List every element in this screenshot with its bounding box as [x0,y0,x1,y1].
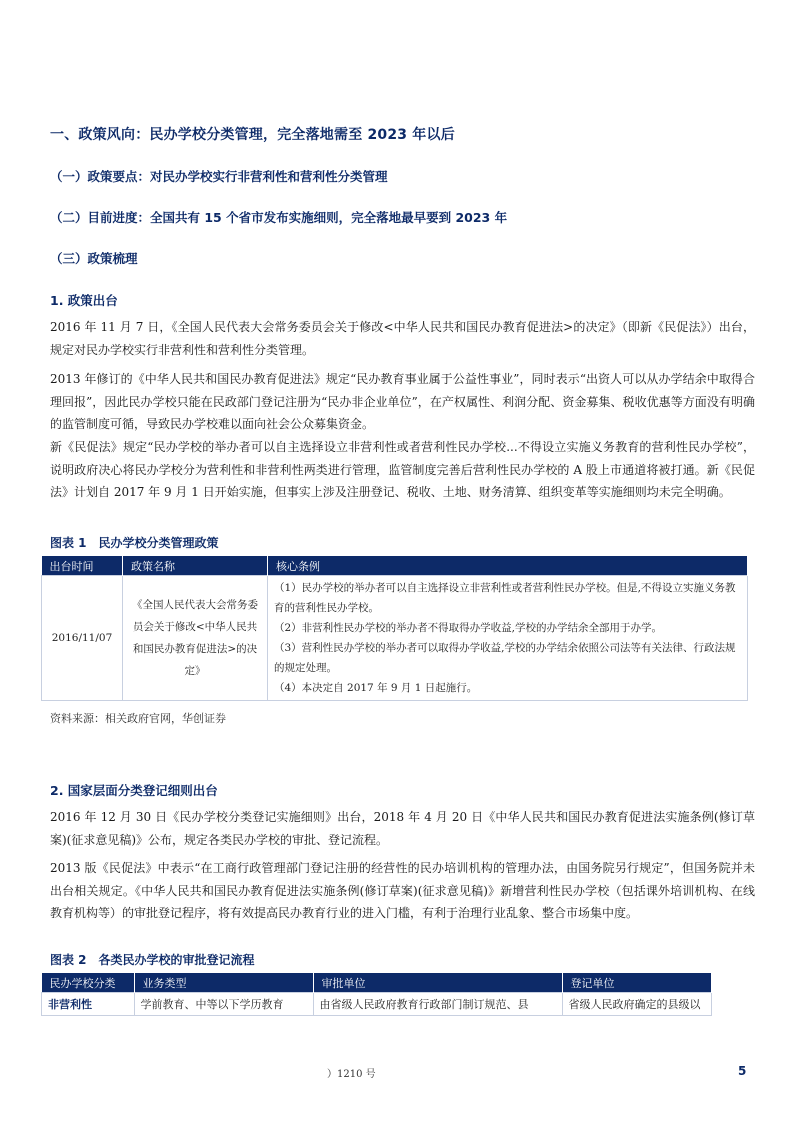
table-header-row [42,973,712,993]
approval-table [41,973,712,1016]
policy-date: 2016/11/07 [42,576,123,701]
part2-heading: 2. 国家层面分类登记细则出台 [50,783,218,798]
registration-unit: 省级人民政府确定的县级以 [562,993,712,1016]
subsection-heading-2: （二）目前进度：全国共有 15 个省市发布实施细则，完全落地最早要到 2023 年 [50,210,508,225]
col-business-header: 业务类型 [134,973,313,993]
table-row [42,993,712,1016]
page-number: 5 [738,1064,747,1078]
table-row [42,576,748,701]
school-category: 非营利性 [42,993,135,1016]
col-rules-header: 核心条例 [268,556,748,576]
approval-unit: 由省级人民政府教育行政部门制订规范、县 [313,993,562,1016]
figure2-title: 图表 2 各类民办学校的审批登记流程 [50,953,255,967]
policy-rules [268,576,748,701]
rule-item: （4）本决定自 2017 年 9 月 1 日起施行。 [274,682,478,694]
business-type: 学前教育、中等以下学历教育 [134,993,313,1016]
policy-table [41,556,748,701]
col-approval-header: 审批单位 [313,973,562,993]
col-name-header: 政策名称 [123,556,268,576]
rule-item: （2）非营利性民办学校的举办者不得取得办学收益,学校的办学结余全部用于办学。 [274,622,663,634]
part1-heading: 1. 政策出台 [50,293,118,308]
part1-paragraph-3: 新《民促法》规定“民办学校的举办者可以自主选择设立非营利性或者营利性民办学校...不得设立实施义务教育的营利性民办学校”，说明政府决心将民办学校分为营利性和非营利性两类进行管理，监管制度完善后营利性民办学校的 A 股上市通道将被打通。新《民促法》计划自 2017 年 9 月 1 日开始实施，但事实上涉及注册登记、税收、土地、财务清算、组织变革等实施细则均未完全明确。 [50,440,755,499]
part1-paragraph-2: 2013 年修订的《中华人民共和国民办教育促进法》规定“民办教育事业属于公益性事业”，同时表示“出资人可以从办学结余中取得合理回报”，因此民办学校只能在民政部门登记注册为“民办非企业单位”，在产权属性、利润分配、资金募集、税收优惠等方面没有明确的监管制度可循，导致民办学校难以面向社会公众募集资金。 [50,372,755,431]
rule-item: （3）营利性民办学校的举办者可以取得办学收益,学校的办学结余依照公司法等有关法律、行政法规的规定处理。 [274,642,736,674]
col-category-header: 民办学校分类 [42,973,135,993]
part2-paragraph-2: 2013 版《民促法》中表示“在工商行政管理部门登记注册的经营性的民办培训机构的管理办法，由国务院另行规定”，但国务院并未出台相关规定。《中华人民共和国民办教育促进法实施条例(修订草案)(征求意见稿)》新增营利性民办学校（包括课外培训机构、在线教育机构等）的审批登记程序，将有效提高民办教育行业的进入门槛，有利于治理行业乱象、整合市场集中度。 [50,861,755,920]
part2-paragraph-1: 2016 年 12 月 30 日《民办学校分类登记实施细则》出台，2018 年 4 月 20 日《中华人民共和国民办教育促进法实施条例(修订草案)(征求意见稿)》公布，规定各类民办学校的审批、登记流程。 [50,810,755,847]
policy-name: 《全国人民代表大会常务委员会关于修改<中华人民共和国民办教育促进法>的决定》 [123,576,268,701]
subsection-heading-1: （一）政策要点：对民办学校实行非营利性和营利性分类管理 [50,169,388,184]
table-header-row [42,556,748,576]
section-heading: 一、政策风向：民办学校分类管理，完全落地需至 2023 年以后 [50,127,455,143]
report-number: ）1210 号 [327,1069,376,1080]
rule-item: （1）民办学校的举办者可以自主选择设立非营利性或者营利性民办学校。但是,不得设立实施义务教育的营利性民办学校。 [274,582,736,614]
subsection-heading-3: （三）政策梳理 [50,251,138,266]
col-date-header: 出台时间 [42,556,123,576]
figure1-source: 资料来源：相关政府官网，华创证券 [50,712,226,725]
part1-paragraph-1: 2016 年 11 月 7 日，《全国人民代表大会常务委员会关于修改<中华人民共和国民办教育促进法>的决定》（即新《民促法》）出台，规定对民办学校实行非营利性和营利性分类管理。 [50,320,755,357]
figure1-title: 图表 1 民办学校分类管理政策 [50,536,219,550]
col-registration-header: 登记单位 [562,973,712,993]
